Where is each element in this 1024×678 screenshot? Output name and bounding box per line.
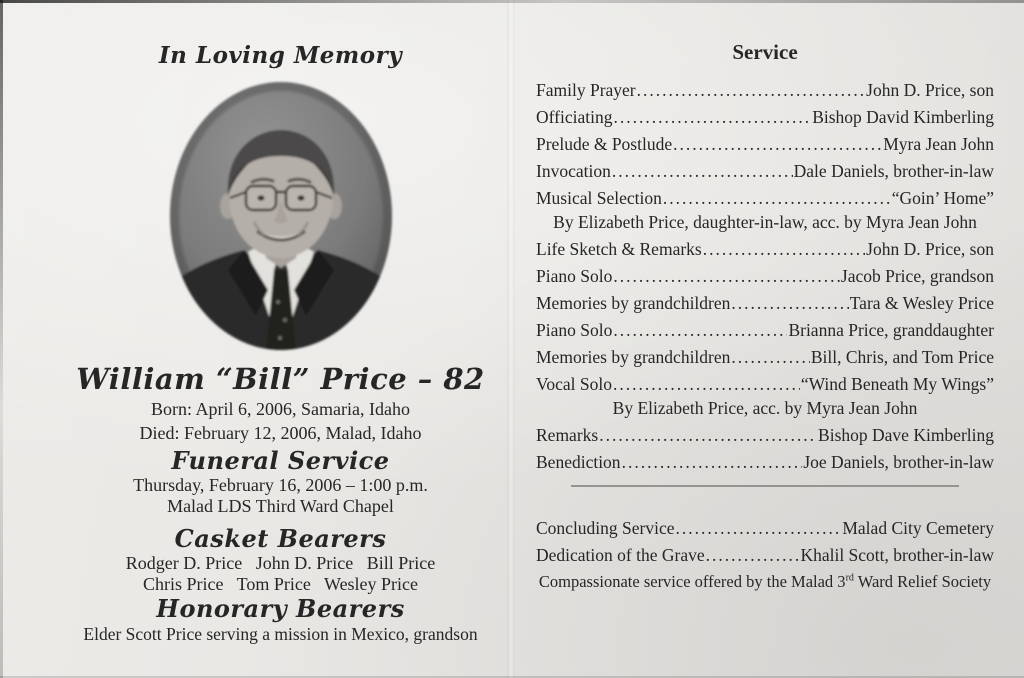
service-label: Family Prayer [536,80,636,100]
service-value: Joe Daniels, brother-in-law [803,452,994,472]
service-row [536,347,994,367]
service-value: John D. Price, son [866,80,994,100]
concluding-list [536,518,994,565]
service-row [536,80,994,100]
service-row [536,107,994,127]
deceased-name: William “Bill” Price – 82 [76,362,485,396]
dot-leader [613,107,811,127]
relief-society-note-suffix: Ward Relief Society [853,572,992,591]
service-value: “Wind Beneath My Wings” [800,374,994,394]
dot-leader [612,161,793,181]
service-value: Bishop Dave Kimberling [818,425,994,445]
dot-leader [731,347,809,367]
service-value: Brianna Price, granddaughter [788,320,994,340]
relief-society-note [536,572,994,592]
service-row [536,452,994,472]
dot-leader [676,518,842,538]
service-note: By Elizabeth Price, acc. by Myra Jean John [612,398,918,418]
honorary-bearers-heading: Honorary Bearers [156,594,405,623]
born-line: Born: April 6, 2006, Samaria, Idaho [151,399,410,419]
dot-leader [663,188,891,208]
service-row [536,425,994,445]
service-row [536,518,994,538]
service-label: Piano Solo [536,320,613,340]
service-label: Prelude & Postlude [536,134,673,154]
service-label: Concluding Service [536,518,675,538]
left-page [28,0,533,644]
service-value: John D. Price, son [866,239,994,259]
dot-leader [673,134,882,154]
section-divider [571,485,959,487]
casket-bearers-line2: Chris Price Tom Price Wesley Price [142,573,419,594]
service-note: By Elizabeth Price, daughter-in-law, acc. by Myra Jean John [553,212,977,232]
relief-society-note-prefix: Compassionate service offered by the Malad 3 [538,572,846,591]
service-label: Vocal Solo [536,374,612,394]
scan-edge-top [0,0,1024,3]
service-value: Bill, Chris, and Tom Price [810,347,994,367]
service-row [536,239,994,259]
service-row [536,293,994,313]
dot-leader [703,239,865,259]
service-value: Malad City Cemetery [842,518,994,538]
dot-leader [599,425,817,445]
dot-leader [731,293,848,313]
service-label: Officiating [536,107,613,127]
honorary-bearers-line: Elder Scott Price serving a mission in Mexico, grandson [83,624,478,644]
funeral-location: Malad LDS Third Ward Chapel [167,495,394,516]
service-value: Dale Daniels, brother-in-law [793,161,994,181]
casket-bearers-line1: Rodger D. Price John D. Price Bill Price [125,553,436,573]
service-row [536,134,994,154]
service-value: Jacob Price, grandson [840,266,994,286]
service-heading: Service [732,40,798,64]
dot-leader [706,545,800,565]
relief-society-note-ordinal: rd [845,572,854,584]
page-fold [507,0,515,678]
memory-heading: In Loving Memory [158,42,403,69]
service-label: Benediction [536,452,621,472]
service-label: Dedication of the Grave [536,545,705,565]
dot-leader [637,80,866,100]
service-label: Musical Selection [536,188,662,208]
casket-bearers-heading: Casket Bearers [174,524,387,553]
service-value: “Goin’ Home” [891,188,994,208]
service-label: Life Sketch & Remarks [536,239,702,259]
service-row [536,545,994,565]
service-value: Khalil Scott, brother-in-law [800,545,994,565]
portrait-photo-illustration [168,80,394,352]
dot-leader [613,374,800,394]
service-label: Memories by grandchildren [536,347,731,367]
service-row [536,188,994,208]
died-line: Died: February 12, 2006, Malad, Idaho [139,423,422,443]
service-value: Tara & Wesley Price [849,293,994,313]
service-label: Remarks [536,425,599,445]
service-row [536,161,994,181]
service-label: Invocation [536,161,611,181]
service-label: Memories by grandchildren [536,293,731,313]
dot-leader [613,320,787,340]
funeral-service-heading: Funeral Service [171,446,390,475]
service-value: Bishop David Kimberling [812,107,994,127]
service-row [536,374,994,394]
dot-leader [613,266,840,286]
right-page [536,40,994,592]
service-value: Myra Jean John [883,134,994,154]
service-row [536,320,994,340]
service-row [536,266,994,286]
scan-edge-left [0,0,3,678]
dot-leader [622,452,803,472]
portrait-photo [168,80,394,352]
funeral-datetime: Thursday, February 16, 2006 – 1:00 p.m. [133,475,428,495]
service-list [536,80,994,472]
service-label: Piano Solo [536,266,613,286]
